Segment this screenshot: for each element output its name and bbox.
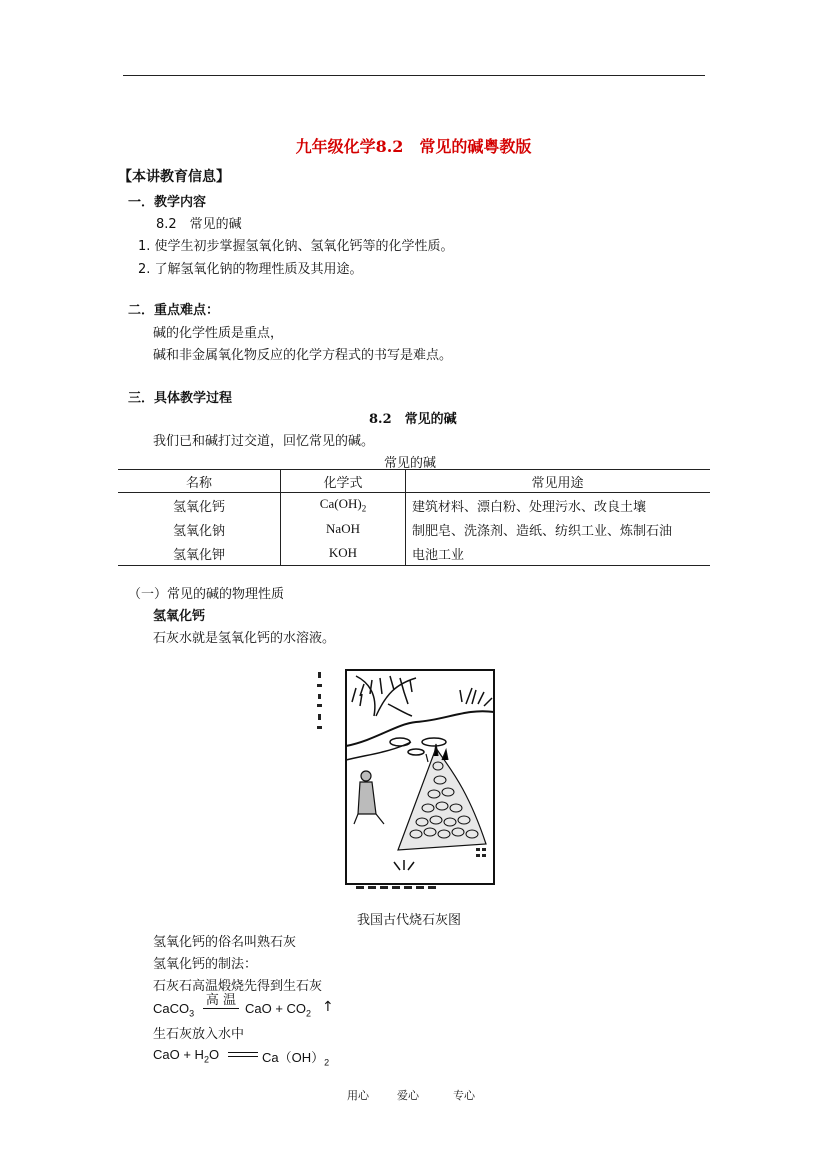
part-1-line-2: 氢氧化钙的俗名叫熟石灰 [153, 935, 297, 950]
equals-sign [228, 1052, 258, 1057]
header-rule [123, 75, 705, 76]
section-3-subheading: 8.2 常见的碱 [369, 412, 457, 427]
figure-caption: 我国古代烧石灰图 [357, 913, 462, 928]
footer-text-2: 爱心 [397, 1089, 419, 1102]
row-name: 氢氧化钠 [118, 517, 281, 541]
info-heading: 【本讲教育信息】 [118, 169, 230, 185]
row-use: 制肥皂、洗涤剂、造纸、纺织工业、炼制石油 [412, 523, 673, 539]
section-1-item-2: 2. 了解氢氧化钠的物理性质及其用途。 [138, 262, 363, 277]
table-caption: 常见的碱 [384, 456, 437, 471]
equation-2-lhs: CaO + $H_2O$ [153, 1047, 220, 1065]
header-name: 名称 [118, 470, 281, 493]
equation-2-rhs: $Ca(OH)_2$ [262, 1050, 330, 1068]
gas-arrow-icon: ↑ [322, 999, 334, 1015]
bases-table [118, 469, 710, 566]
footer-text-3: 专心 [453, 1089, 475, 1102]
row-use: 建筑材料、漂白粉、处理污水、改良土壤 [412, 499, 647, 515]
section-1-topic: 8.2 常见的碱 [156, 217, 242, 232]
row-name: 氢氧化钙 [118, 493, 281, 518]
footer-text-1: 用心 [347, 1089, 369, 1102]
row-use: 电池工业 [406, 541, 711, 566]
table-row [118, 493, 710, 518]
part-1-line-5: 生石灰放入水中 [153, 1027, 245, 1042]
section-1-item-1: 1. 使学生初步掌握氢氧化钠、氢氧化钙等的化学性质。 [138, 239, 454, 254]
header-formula: 化学式 [281, 470, 406, 493]
equation-1-product: CaO + $CO_2$ [245, 1001, 312, 1019]
table-row [118, 541, 710, 566]
section-2-line-1: 碱的化学性质是重点， [153, 326, 284, 341]
part-1-line-3: 氢氧化钙的制法： [153, 957, 258, 972]
equation-1-condition: 高 温 [203, 993, 239, 1009]
part-1-heading: （一）常见的碱的物理性质 [128, 587, 285, 602]
section-2-heading: 二．重点难点： [128, 303, 220, 318]
header-use: 常见用途 [406, 470, 711, 493]
row-formula: NaOH [281, 517, 406, 541]
row-formula: $Ca(OH)_2$ [281, 493, 406, 518]
part-1-subheading: 氢氧化钙 [153, 609, 206, 624]
section-3-intro: 我们已和碱打过交道，回忆常见的碱。 [153, 434, 375, 449]
section-2-line-2: 碱和非金属氧化物反应的化学方程式的书写是难点。 [153, 348, 453, 363]
section-1-heading: 一．教学内容 [128, 195, 207, 210]
part-1-line-4: 石灰石高温煅烧先得到生石灰 [153, 979, 323, 994]
equation-1-reactant: CaCO$_3$ [153, 1001, 195, 1019]
row-name: 氢氧化钾 [118, 541, 281, 566]
lime-kiln-illustration [316, 664, 500, 892]
table-row [118, 517, 710, 541]
row-formula: KOH [281, 541, 406, 566]
section-3-heading: 三．具体教学过程 [128, 391, 233, 406]
page-title: 九年级化学8.2 常见的碱粤教版 [295, 137, 532, 156]
table-header-row [118, 470, 710, 493]
part-1-line-1: 石灰水就是氢氧化钙的水溶液。 [153, 631, 336, 646]
